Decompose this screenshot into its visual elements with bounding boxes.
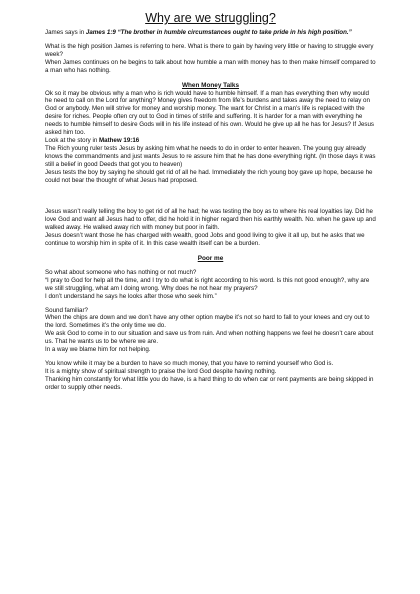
scripture-reference: Mathew 19:16 [99, 136, 140, 144]
paragraph: “I pray to God for help all the time, and I try to do what is right according to his word. Is this not good enough?, why are we still struggling, what am I doing wrong. Why does he not hear my prayers? [45, 276, 370, 292]
paragraph: So what about someone who has nothing or not much? [45, 268, 197, 276]
paragraph: Jesus tests the boy by saying he should get rid of all he had. Immediately the rich young boy gave up hope, because he could not bear the thought of what Jesus had proposed. [45, 168, 373, 184]
reference-lead: Look at the story in [45, 136, 99, 144]
intro-paragraph [45, 29, 376, 37]
paragraph: When the chips are down and we don’t have any other option maybe it’s not so hard to fall to your knees and cry out to the lord. Sometimes it’s the only time we do. [45, 314, 370, 330]
paragraph: We ask God to come in to our situation and save us from ruin. And when nothing happens we feel he doesn’t care about us. That he wants us to be where we are. [45, 330, 374, 346]
paragraph: It is a mighty show of spiritual strength to praise the lord God despite having nothing. [45, 367, 277, 375]
paragraph: In a way we blame him for not helping. [45, 346, 151, 354]
paragraph: I don’t understand he says he looks after those who seek him.” [45, 292, 217, 300]
paragraph: Thanking him constantly for what little you do have, is a hard thing to do when car or rent payments are being skipped in order to supply other needs. [45, 375, 374, 391]
section-heading-poor: Poor me [197, 254, 224, 262]
intro-lead: James says in [45, 29, 86, 36]
paragraph: What is the high position James is referring to here. What is there to gain by having very little or having to struggle every week? [45, 42, 374, 58]
paragraph: When James continues on he begins to talk about how humble a man with money has to then make himself compared to a man who has nothing. [45, 58, 376, 74]
paragraph: Jesus wasn’t really telling the boy to get rid of all he had; he was testing the boy as to where his real loyalties lay. Did he love God and want all Jesus had to offer, did he hold it in higher regard then his earthly wealth. No. when he gave up and walked away. He walked away rich with money but poor in faith. [45, 208, 376, 232]
page-title: Why are we struggling? [145, 11, 276, 25]
paragraph: The Rich young ruler tests Jesus by asking him what he needs to do in order to enter heaven. The young guy already knows the commandments and just wants Jesus to re assure him that he has done everything right. (In those days it was still a belief in good Deeds that got you to heaven) [45, 144, 376, 168]
paragraph: Sound familiar? [45, 306, 88, 314]
paragraph: Ok so it may be obvious why a man who is rich would have to humble himself. If a man has everything then why would he need to call on the Lord for anything? Money gives freedom from life’s burdens and takes away the need to relay on God or anybody. Men will strive for money and worship money. The want for Christ in a man’s life is replaced with the desire for riches. People often cry out to God in times of strife and suffering. It is harder for a man with everything he needs to humble himself to desire Gods will in his life instead of his own. Would he give up all he has for Jesus? If Jesus asked him too. [45, 89, 375, 137]
section-heading-money: When Money Talks [181, 81, 240, 89]
paragraph: Jesus doesn’t want those he has charged with wealth, good Jobs and good living to give it all up, but he asks that we continue to worship him in spite of it. In this case wealth itself can be a burden. [45, 232, 365, 248]
scripture-quote: James 1:9 “The brother in humble circumstances ought to take pride in his high position.” [85, 29, 352, 36]
paragraph: You know while it may be a burden to have so much money, that you have to remind yourself who God is. [45, 360, 334, 367]
paragraph [45, 137, 376, 145]
